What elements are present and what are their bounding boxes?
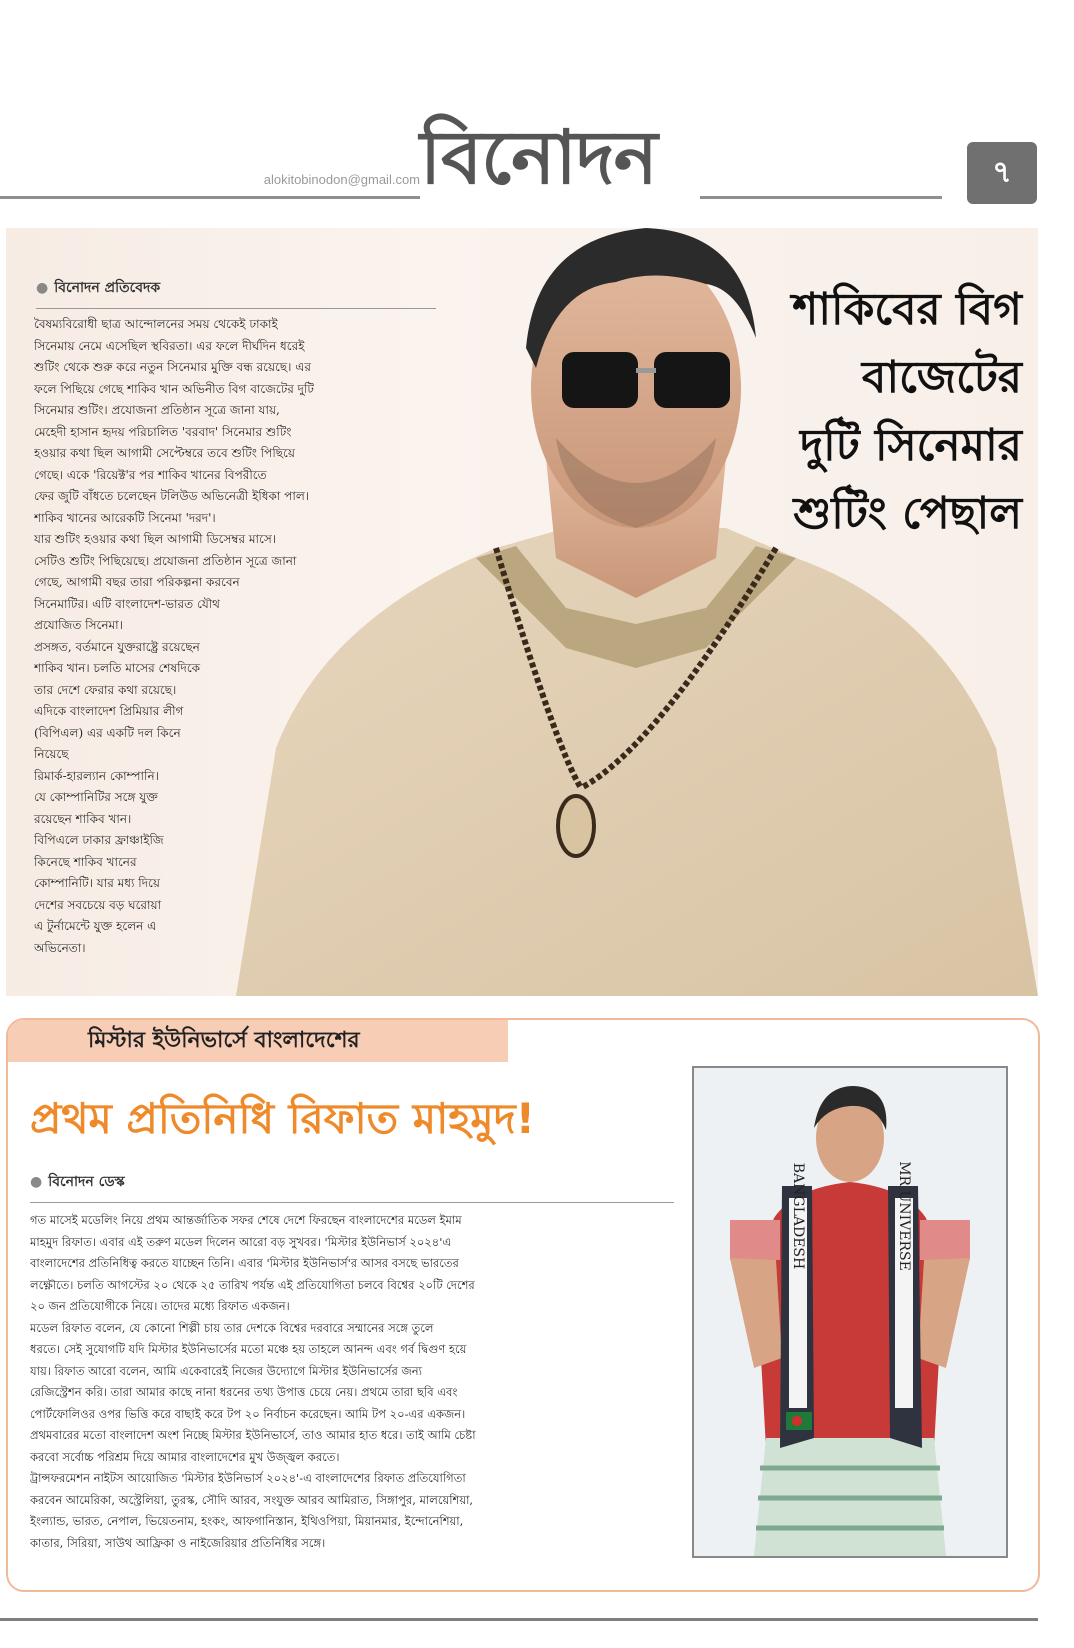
body-line: নিয়েছে bbox=[34, 747, 69, 761]
feature1-headline bbox=[706, 276, 1022, 548]
page-number: ৭ bbox=[967, 142, 1037, 204]
headline-line: বাজেটের bbox=[861, 352, 1022, 403]
body-line: যায়। রিফাত আরো বলেন, আমি একেবারেই নিজের উদ্যোগে মিস্টার ইউনিভার্সের জন্য bbox=[30, 1363, 423, 1378]
feature1-byline bbox=[36, 276, 436, 309]
body-line: ২০ জন প্রতিযোগীকে নিয়ে। তাদের মধ্যে রিফাত একজন। bbox=[30, 1299, 290, 1313]
body-line: এ টুর্নামেন্টে যুক্ত হলেন এ bbox=[34, 919, 157, 933]
body-line: তার দেশে ফেরার কথা রয়েছে। bbox=[34, 682, 177, 697]
sash-right-text: MR UNIVERSE bbox=[896, 1161, 912, 1271]
body-line: ফলে পিছিয়ে গেছে শাকিব খান অভিনীত বিগ বাজেটের দুটি bbox=[34, 381, 314, 396]
body-line: সিনেমার শুটিং। প্রযোজনা প্রতিষ্ঠান সূত্রে জানা যায়, bbox=[34, 403, 280, 417]
body-line: শাকিব খান। চলতি মাসের শেষদিকে bbox=[34, 661, 201, 675]
body-line: প্রযোজিত সিনেমা। bbox=[34, 618, 123, 632]
body-line: যে কোম্পানিটির সঙ্গে যুক্ত bbox=[34, 790, 158, 804]
body-line: (বিপিএল) এর একটি দল কিনে bbox=[34, 725, 181, 740]
masthead-title: বিনোদন bbox=[420, 115, 657, 201]
body-line: লক্ষ্ণৌতে। চলতি আগস্টের ২০ থেকে ২৫ তারিখ পর্যন্ত এই প্রতিযোগিতা চলবে বিশ্বের ২০টি দেশের bbox=[30, 1277, 475, 1292]
feature1-body bbox=[34, 314, 444, 959]
header-rule-left bbox=[0, 196, 420, 199]
body-line: গেছে। একে 'রিয়েক্ট'র পর শাকিব খানের বিপরীতে bbox=[34, 467, 267, 482]
body-line: রেজিস্ট্রেশন করি। তারা আমার কাছে নানা ধরনের তথ্য উপাত্ত চেয়ে নেয়। প্রথমে তারা ছবি এবং bbox=[30, 1385, 458, 1399]
body-line: শুটিং থেকে শুরু করে নতুন সিনেমার মুক্তি বন্ধ রয়েছে। এর bbox=[34, 360, 311, 374]
feature2-byline bbox=[30, 1170, 674, 1203]
body-line: অভিনেতা। bbox=[34, 940, 86, 955]
body-line: বাংলাদেশের প্রতিনিধিত্ব করতে যাচ্ছেন তিনি। এবার 'মিস্টার ইউনিভার্স'র আসর বসছে ভারতের bbox=[30, 1256, 459, 1270]
body-line: ট্রান্সফরমেশন নাইটস আয়োজিত 'মিস্টার ইউনিভার্স ২০২৪'-এ বাংলাদেশের রিফাত প্রতিযোগিতা bbox=[30, 1471, 466, 1485]
body-line: প্রসঙ্গত, বর্তমানে যুক্তরাষ্ট্রে রয়েছেন bbox=[34, 639, 200, 654]
body-line: পোর্টফোলিওর ওপর ভিত্তি করে বাছাই করে টপ ২০ নির্বাচন করেছেন। আমি টপ ২০-এর একজন। bbox=[30, 1406, 466, 1421]
feature1-byline-text: বিনোদন প্রতিবেদক bbox=[54, 280, 161, 296]
feature-article-shakib bbox=[6, 228, 1038, 996]
page-bottom-rule bbox=[0, 1618, 1038, 1621]
sash-left-text: BANGLADESH bbox=[790, 1162, 806, 1270]
body-line: রিমার্ক-হারল্যান কোম্পানি। bbox=[34, 768, 159, 783]
headline-line: শুটিং পেছাল bbox=[793, 488, 1022, 539]
portrait-man-with-sash-icon bbox=[692, 1066, 1008, 1558]
body-line: মেহেদী হাসান হৃদয় পরিচালিত 'বরবাদ' সিনেমার শুটিং bbox=[34, 424, 292, 439]
body-line: কিনেছে শাকিব খানের bbox=[34, 854, 137, 869]
headline-line: শাকিবের বিগ bbox=[792, 284, 1022, 335]
body-line: সিনেমায় নেমে এসেছিল স্থবিরতা। এর ফলে দীর্ঘদিন ধরেই bbox=[34, 338, 305, 353]
body-line: ফের জুটি বাঁধতে চলেছেন টলিউড অভিনেত্রী ইধিকা পাল। bbox=[34, 489, 310, 503]
body-line: রয়েছেন শাকিব খান। bbox=[34, 811, 132, 826]
body-line: যার শুটিং হওয়ার কথা ছিল আগামী ডিসেম্বর মাসে। bbox=[34, 532, 277, 546]
body-line: কোম্পানিটি। যার মধ্য দিয়ে bbox=[34, 876, 160, 890]
body-line: সিনেমাটির। এটি বাংলাদেশ-ভারত যৌথ bbox=[34, 596, 220, 611]
body-line: মাহমুদ রিফাত। এবার এই তরুণ মডেল দিলেন আরো বড় সুখবর। 'মিস্টার ইউনিভার্স ২০২৪'এ bbox=[30, 1234, 452, 1249]
body-line: করবেন আমেরিকা, অস্ট্রেলিয়া, তুরস্ক, সৌদি আরব, সংযুক্ত আরব আমিরাত, সিঙ্গাপুর, মালয়েশিয়া, bbox=[30, 1492, 474, 1507]
body-line: বিপিএলে ঢাকার ফ্রাঞ্চাইজি bbox=[34, 833, 164, 847]
body-line: প্রথমবারের মতো বাংলাদেশ অংশ নিচ্ছে মিস্টার ইউনিভার্সে, তাও আমার হাত ধরে। তাই আমি চেষ্টা bbox=[30, 1428, 476, 1442]
body-line: বৈষম্যবিরোধী ছাত্র আন্দোলনের সময় থেকেই ঢাকাই bbox=[34, 317, 278, 331]
body-line: সেটিও শুটিং পিছিয়েছে। প্রযোজনা প্রতিষ্ঠান সূত্রে জানা bbox=[34, 553, 297, 568]
feature2-body bbox=[30, 1210, 674, 1554]
headline-line: দুটি সিনেমার bbox=[800, 420, 1022, 471]
header-rule-right bbox=[700, 196, 942, 199]
body-line: মডেল রিফাত বলেন, যে কোনো শিল্পী চায় তার দেশকে বিশ্বের দরবারে সম্মানের সঙ্গে তুলে bbox=[30, 1320, 434, 1335]
body-line: গেছে, আগামী বছর তারা পরিকল্পনা করবেন bbox=[34, 575, 240, 589]
body-line: এদিকে বাংলাদেশ প্রিমিয়ার লীগ bbox=[34, 704, 184, 718]
body-line: ইংল্যান্ড, ভারত, নেপাল, ভিয়েতনাম, হংকং, আফগানিস্তান, ইথিওপিয়া, মিয়ানমার, ইন্দোনেশিয়া, bbox=[30, 1514, 464, 1528]
bullet-icon: ● bbox=[36, 280, 49, 296]
feature2-byline-text: বিনোদন ডেস্ক bbox=[48, 1174, 125, 1190]
body-line: হওয়ার কথা ছিল আগামী সেপ্টেম্বরে তবে শুটিং পিছিয়ে bbox=[34, 446, 295, 460]
body-line: শাকিব খানের আরেকটি সিনেমা 'দরদ'। bbox=[34, 510, 216, 525]
feature2-headline: প্রথম প্রতিনিধি রিফাত মাহমুদ! bbox=[30, 1094, 535, 1143]
bullet-icon: ● bbox=[30, 1174, 43, 1190]
body-line: করবো সর্বোচ্চ পরিশ্রম দিয়ে আমার বাংলাদেশের মুখ উজ্জ্বল করতে। bbox=[30, 1449, 340, 1464]
body-line: কাতার, সিরিয়া, সাউথ আফ্রিকা ও নাইজেরিয়ার প্রতিনিধির সঙ্গে। bbox=[30, 1535, 326, 1550]
feature2-kicker: মিস্টার ইউনিভার্সে বাংলাদেশের bbox=[8, 1020, 508, 1062]
body-line: ধরতে। সেই সুযোগটি যদি মিস্টার ইউনিভার্সের মতো মঞ্চে হয় তাহলে আনন্দ এবং গর্ব দ্বিগুণ হয়ে bbox=[30, 1342, 467, 1356]
contact-email: alokitobinodon@gmail.com bbox=[263, 172, 420, 187]
body-line: গত মাসেই মডেলিং নিয়ে প্রথম আন্তর্জাতিক সফর শেষে দেশে ফিরছেন বাংলাদেশের মডেল ইমাম bbox=[30, 1213, 462, 1227]
body-line: দেশের সবচেয়ে বড় ঘরোয়া bbox=[34, 897, 162, 912]
feature-article-rifat bbox=[6, 1018, 1040, 1592]
